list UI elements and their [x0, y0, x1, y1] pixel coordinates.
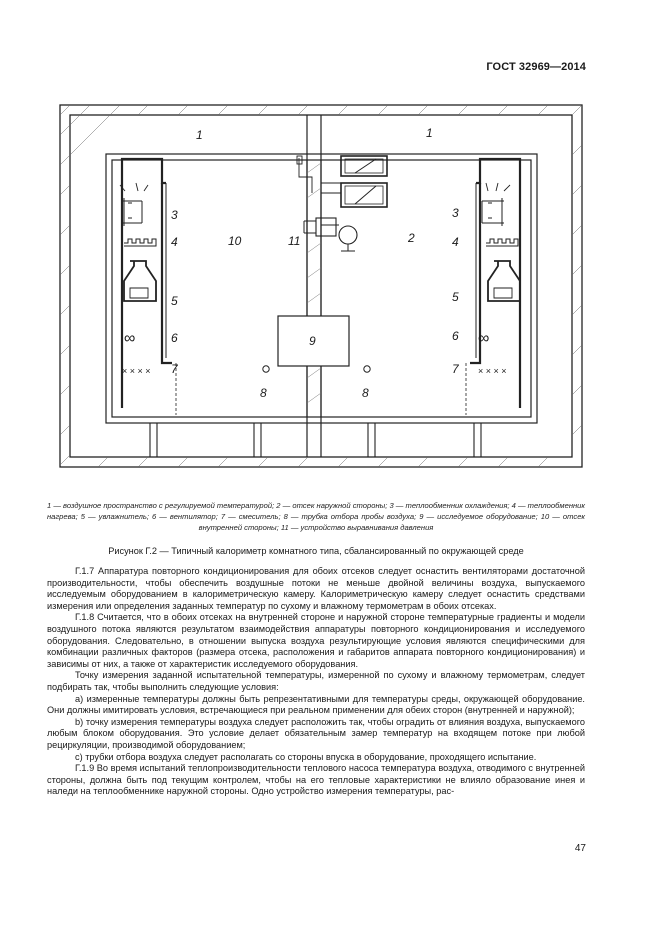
partition-hatching [307, 163, 321, 403]
paragraph: Точку измерения заданной испытательной температуры, измеренной по сухому и влажному термометрам, следует подбирать так, чтобы выполнить следующие условия: [47, 670, 585, 692]
mixer-symbol-right: × × × × [478, 366, 507, 376]
label-5-right: 5 [452, 290, 459, 304]
label-7-right: 7 [452, 362, 459, 376]
calorimeter-diagram [58, 103, 586, 473]
figure-legend: 1 — воздушное пространство с регулируемой температурой; 2 — отсек наружной стороны; 3 — теплообменник охлаждения; 4 — теплообменник нагрева; 5 — увлажнитель; 6 — вентилятор; 7 — смеситель; 8 — трубка отбора пробы воздуха; 9 — исследуемое оборудование; 10 — отсек внутренней стороны; 11 — устройство выравнивания давления [47, 501, 585, 532]
label-9: 9 [309, 334, 316, 348]
right-reconditioning-unit [466, 159, 520, 415]
sampling-tube-left [263, 366, 269, 372]
paragraph: b) точку измерения температуры воздуха следует расположить так, чтобы оградить от влияния воздуха, выпускаемого любым блоком оборудования. Это условие делает обязательным замер температур на входящем потоке при любой рециркуляции, производимой оборудованием; [47, 716, 585, 750]
floor-supports [150, 423, 481, 457]
label-1-left: 1 [196, 128, 203, 142]
mixer-symbol-left: × × × × [122, 366, 151, 376]
label-4-right: 4 [452, 235, 459, 249]
figure-caption: Рисунок Г.2 — Типичный калориметр комнатного типа, сбалансированный по окружающей среде [108, 546, 524, 556]
paragraph: Г.1.9 Во время испытаний теплопроизводительности теплового насоса температура воздуха, отводимого с внутренней стороны, должна быть под текущим контролем, чтобы на его тепловые характеристики не влияло образование инея и наледи на теплообменнике наружной стороны. Одно устройство измерения температуры, рас- [47, 763, 585, 797]
label-7-left: 7 [171, 362, 178, 376]
outer-divider [307, 115, 321, 457]
left-reconditioning-unit [120, 159, 176, 415]
sampling-tube-right [364, 366, 370, 372]
label-5-left: 5 [171, 294, 178, 308]
fan-symbol-right: ∞ [478, 330, 490, 347]
page-number: 47 [574, 843, 586, 854]
paragraph: Г.1.7 Аппаратура повторного кондиционирования для обоих отсеков следует оснастить вентиляторами достаточной производительности, чтобы обеспечить воздушные потоки не меньше двойной величины воздуха, выпускаемого исследуемым оборудованием в калориметрическую камеру. Калориметрическую камеру следует оснастить средствами измерения или определения заданных температур по сухому и влажному термометрам в обоих отсеках. [47, 566, 585, 611]
label-3-right: 3 [452, 206, 459, 220]
label-11: 11 [288, 234, 301, 248]
label-8-right: 8 [362, 386, 369, 400]
label-6-right: 6 [452, 329, 459, 343]
paragraph: а) измеренные температуры должны быть репрезентативными для температуры среды, окружающей оборудование. Они должны имитировать условия, встречающиеся при реальном применении для обеих сторон (внутренней и наружной); [47, 693, 585, 716]
label-2: 2 [408, 231, 415, 245]
label-3-left: 3 [171, 208, 178, 222]
label-1-right: 1 [426, 126, 433, 140]
paragraph: Г.1.8 Считается, что в обоих отсеках на внутренней стороне и наружной стороне температурные градиенты и модели воздушного потока являются результатом взаимодействия аппаратуры повторного кондиционирования и исследуемого оборудования. Следовательно, в отношении выпуска воздуха результирующие условия являются специфическими для комбинации различных факторов (размера отсека, расположения и габаритов аппарата повторного кондиционирования) и зависимы от них, а также от характеристик исследуемого оборудования. [47, 612, 585, 669]
fan-symbol-left: ∞ [124, 330, 136, 347]
label-8-left: 8 [260, 386, 267, 400]
label-6-left: 6 [171, 331, 178, 345]
document-header: ГОСТ 32969—2014 [486, 61, 586, 73]
label-10: 10 [228, 234, 242, 248]
label-4-left: 4 [171, 235, 178, 249]
paragraph: с) трубки отбора воздуха следует располагать со стороны впуска в оборудование, проходящего испытание. [75, 751, 537, 762]
inner-partition [307, 160, 321, 417]
body-text [47, 566, 585, 798]
